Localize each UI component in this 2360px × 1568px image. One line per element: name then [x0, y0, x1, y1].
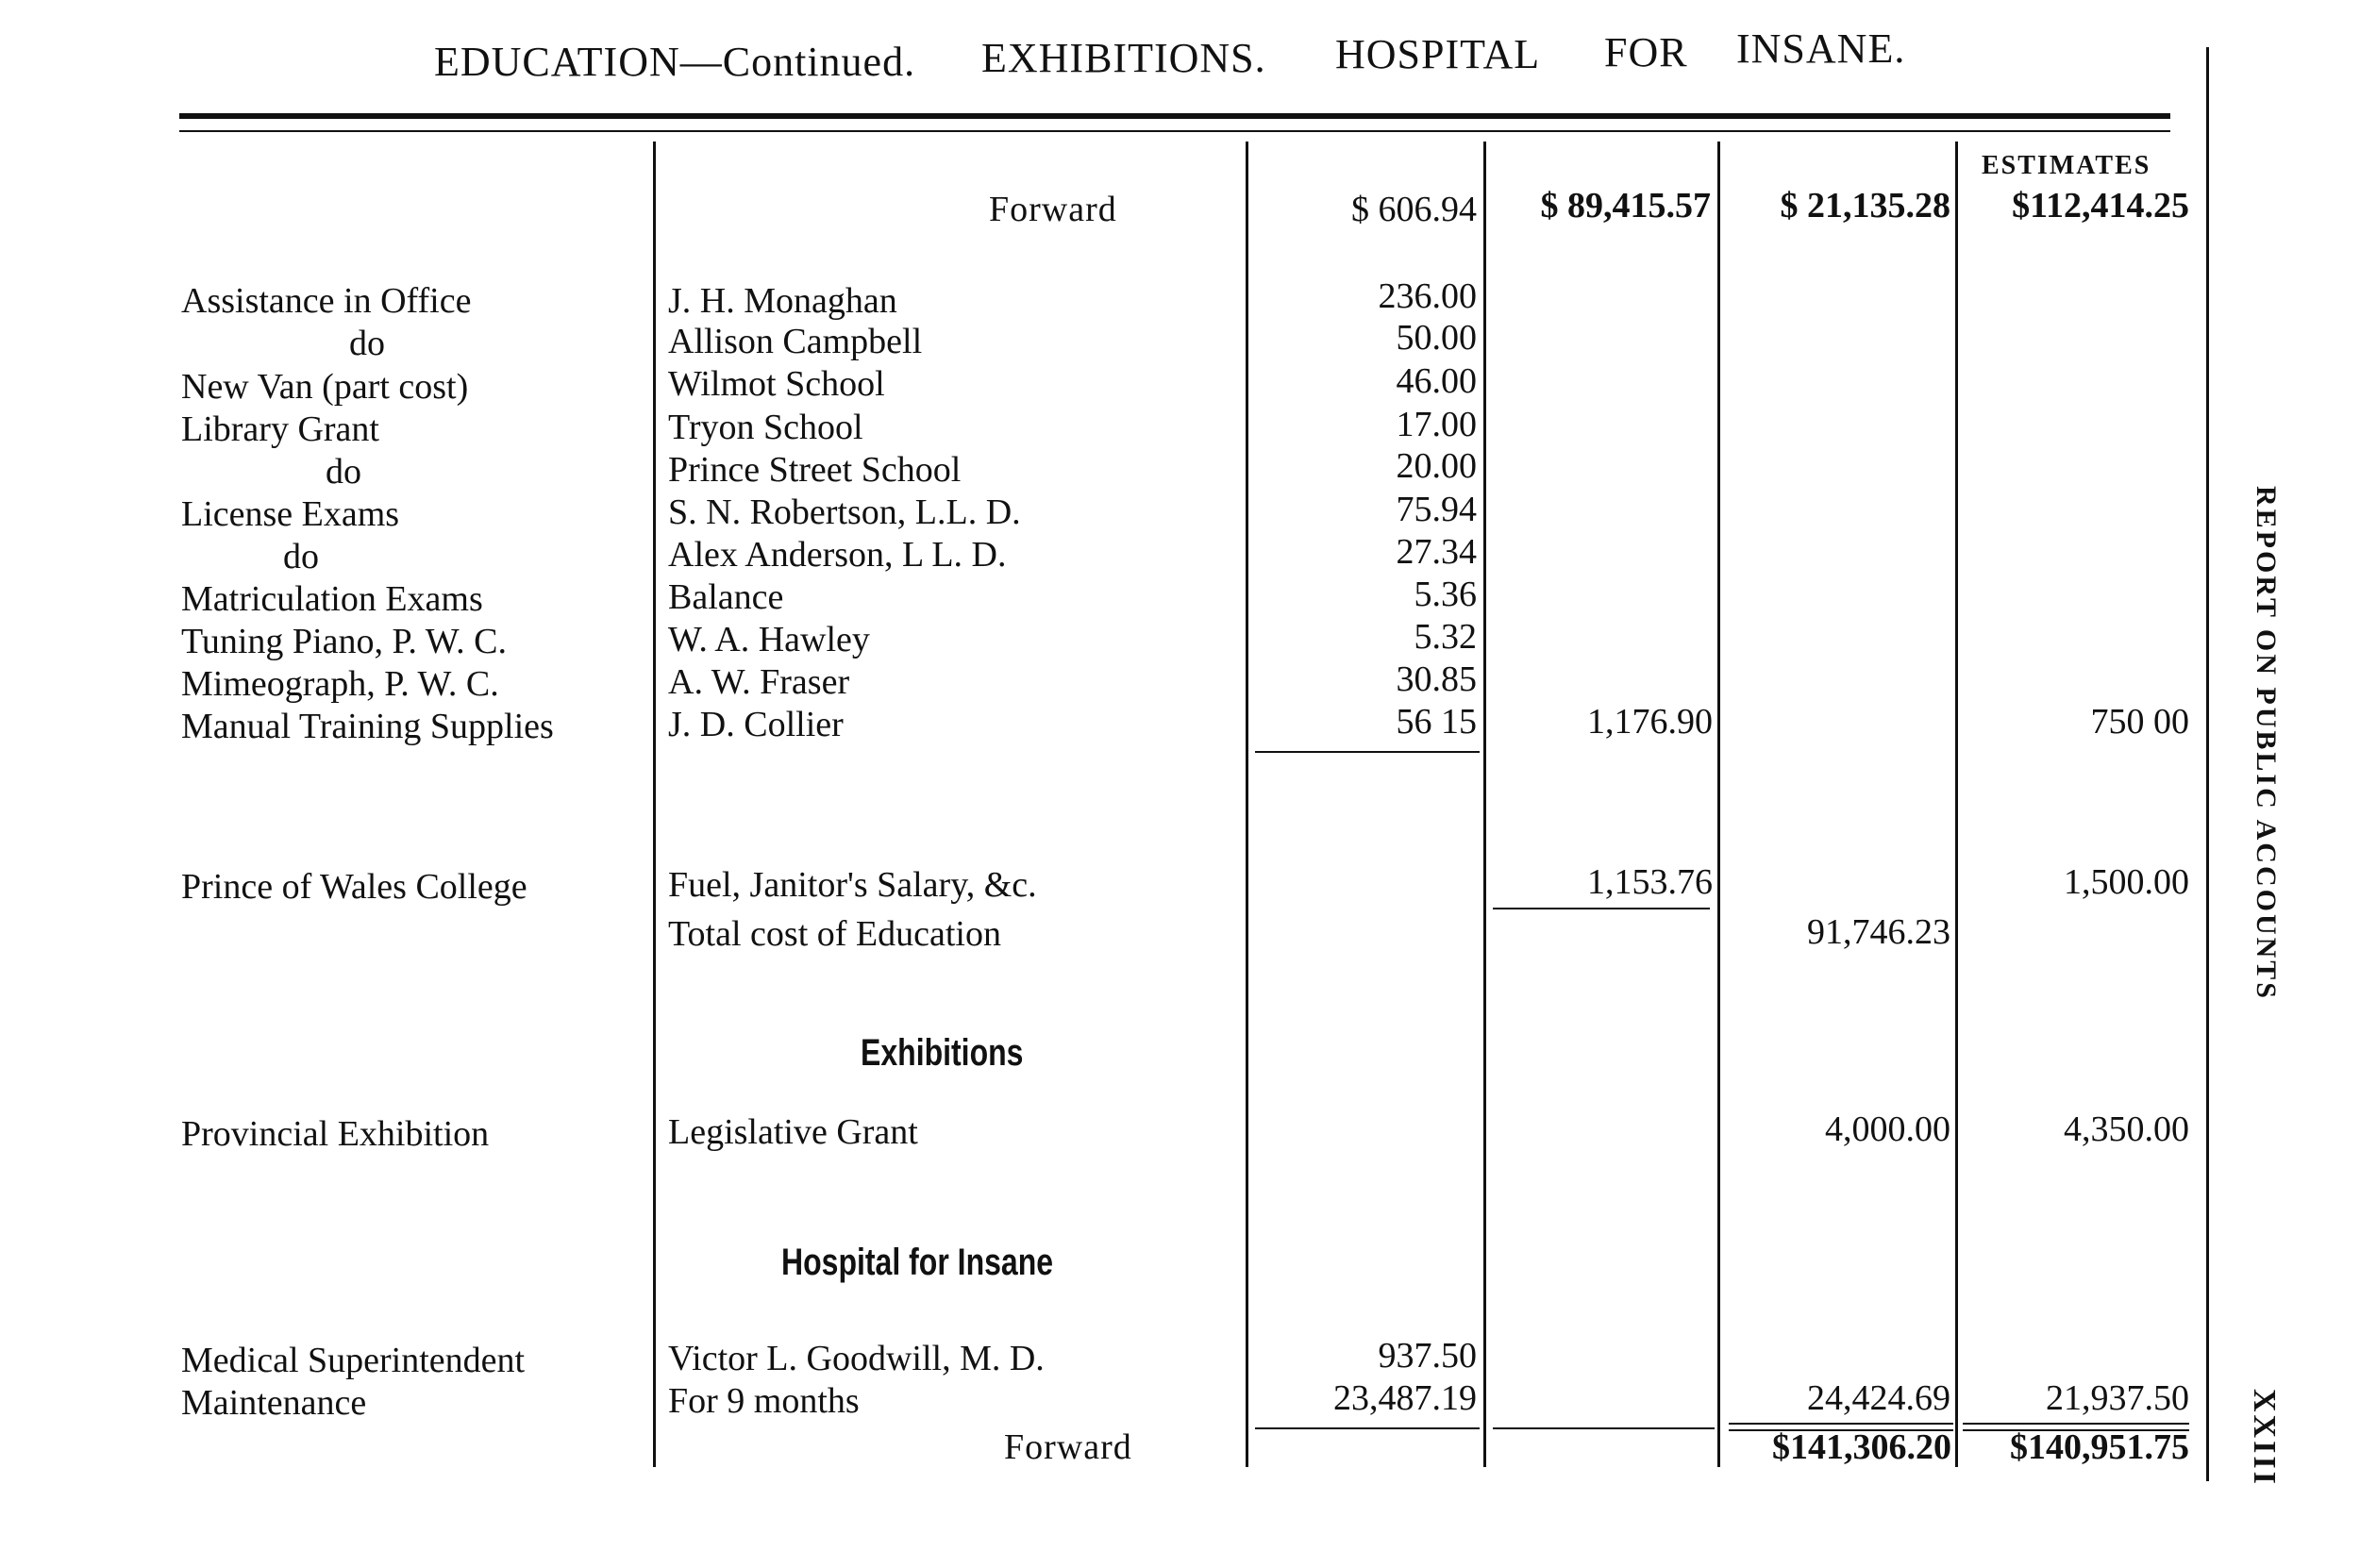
- col-divider-3: [1483, 142, 1486, 1467]
- forward-top-col4: $112,414.25: [2012, 186, 2189, 225]
- rule-bottom-col4-a: [1963, 1423, 2189, 1425]
- amount-tryon-school: 17.00: [1396, 405, 1477, 444]
- page-header-part5: INSANE.: [1736, 25, 1906, 72]
- item-library-grant: Library Grant: [181, 409, 379, 449]
- item-manual-training-supplies: Manual Training Supplies: [181, 707, 554, 746]
- forward-top-col3: $ 21,135.28: [1780, 186, 1950, 225]
- amount-wilmot-school: 46.00: [1396, 361, 1477, 401]
- forward-top-col2: $ 89,415.57: [1540, 186, 1711, 225]
- forward-top-col1: $ 606.94: [1351, 190, 1477, 229]
- item-assistance-in-office: Assistance in Office: [181, 281, 472, 321]
- estimate-exhibitions: 4,350.00: [2064, 1109, 2189, 1149]
- header-rule-thick: [179, 113, 2170, 119]
- subtotal-education-items: 1,176.90: [1587, 702, 1713, 742]
- payee-balance: Balance: [668, 577, 784, 617]
- forward-bottom-total: $141,306.20: [1772, 1427, 1951, 1467]
- subtotal-pwc: 1,153.76: [1587, 862, 1713, 902]
- item-medical-superintendent: Medical Superintendent: [181, 1341, 526, 1380]
- payee-hawley: W. A. Hawley: [668, 620, 870, 659]
- payee-goodwill: Victor L. Goodwill, M. D.: [668, 1339, 1045, 1378]
- item-provincial-exhibition: Provincial Exhibition: [181, 1114, 490, 1154]
- hospital-heading: Hospital for Insane: [781, 1242, 1054, 1283]
- amount-collier: 56 15: [1396, 702, 1477, 742]
- item-mimeograph: Mimeograph, P. W. C.: [181, 664, 499, 704]
- payee-robertson: S. N. Robertson, L.L. D.: [668, 492, 1021, 532]
- col-divider-1: [653, 142, 656, 1467]
- forward-top-label: Forward: [989, 190, 1117, 229]
- payee-wilmot-school: Wilmot School: [668, 364, 885, 404]
- item-do-3: do: [283, 537, 319, 576]
- item-maintenance: Maintenance: [181, 1383, 367, 1423]
- amount-robertson: 75.94: [1396, 490, 1477, 529]
- rule-under-amounts: [1255, 751, 1480, 753]
- header-rule-thin: [179, 130, 2170, 132]
- rule-bottom-col2: [1493, 1427, 1715, 1429]
- payee-fuel-janitor: Fuel, Janitor's Salary, &c.: [668, 865, 1037, 905]
- estimate-education-items: 750 00: [2090, 702, 2189, 742]
- estimate-pwc: 1,500.00: [2064, 862, 2189, 902]
- item-do-1: do: [349, 324, 385, 363]
- amount-campbell: 50.00: [1396, 318, 1477, 358]
- amount-prince-street-school: 20.00: [1396, 446, 1477, 486]
- amount-maintenance: 23,487.19: [1333, 1378, 1477, 1418]
- payee-anderson: Alex Anderson, L L. D.: [668, 535, 1007, 575]
- payee-legislative-grant: Legislative Grant: [668, 1112, 918, 1152]
- item-new-van: New Van (part cost): [181, 367, 469, 407]
- forward-bottom-estimate: $140,951.75: [2010, 1427, 2189, 1467]
- item-license-exams: License Exams: [181, 494, 400, 534]
- rule-under-pwc: [1493, 908, 1710, 909]
- item-prince-of-wales-college: Prince of Wales College: [181, 867, 527, 907]
- item-do-2: do: [326, 452, 361, 492]
- side-report-title: REPORT ON PUBLIC ACCOUNTS: [2251, 486, 2282, 1001]
- payee-tryon-school: Tryon School: [668, 408, 863, 447]
- page-header-part3: HOSPITAL: [1335, 31, 1541, 77]
- payee-campbell: Allison Campbell: [668, 322, 923, 361]
- rule-bottom-col1: [1255, 1427, 1480, 1429]
- item-tuning-piano: Tuning Piano, P. W. C.: [181, 622, 507, 661]
- amount-hawley: 5.32: [1414, 617, 1477, 657]
- amount-monaghan: 236.00: [1378, 276, 1477, 316]
- estimates-label: ESTIMATES: [1982, 151, 2151, 180]
- col-divider-5: [1955, 142, 1958, 1467]
- total-exhibitions: 4,000.00: [1825, 1109, 1950, 1149]
- exhibitions-heading: Exhibitions: [861, 1032, 1024, 1074]
- forward-bottom-label: Forward: [1004, 1427, 1132, 1467]
- page-header-part4: FOR: [1604, 29, 1688, 75]
- amount-balance: 5.36: [1414, 575, 1477, 614]
- total-education-label: Total cost of Education: [668, 914, 1001, 954]
- amount-fraser: 30.85: [1396, 659, 1477, 699]
- payee-prince-street-school: Prince Street School: [668, 450, 962, 490]
- col-divider-2: [1246, 142, 1248, 1467]
- total-hospital: 24,424.69: [1807, 1378, 1950, 1418]
- payee-monaghan: J. H. Monaghan: [668, 281, 897, 321]
- payee-nine-months: For 9 months: [668, 1381, 860, 1421]
- rule-bottom-col3-a: [1729, 1423, 1953, 1425]
- page-header-part2: EXHIBITIONS.: [981, 35, 1266, 81]
- item-matriculation-exams: Matriculation Exams: [181, 579, 483, 619]
- page-number: XXIII: [2247, 1389, 2282, 1487]
- amount-anderson: 27.34: [1396, 532, 1477, 572]
- total-education-value: 91,746.23: [1807, 912, 1950, 952]
- page-right-border: [2206, 47, 2209, 1481]
- col-divider-4: [1717, 142, 1720, 1467]
- payee-collier: J. D. Collier: [668, 705, 844, 744]
- payee-fraser: A. W. Fraser: [668, 662, 850, 702]
- estimate-hospital: 21,937.50: [2046, 1378, 2189, 1418]
- amount-goodwill: 937.50: [1378, 1336, 1477, 1376]
- page-header-part1: EDUCATION—Continued.: [434, 39, 916, 85]
